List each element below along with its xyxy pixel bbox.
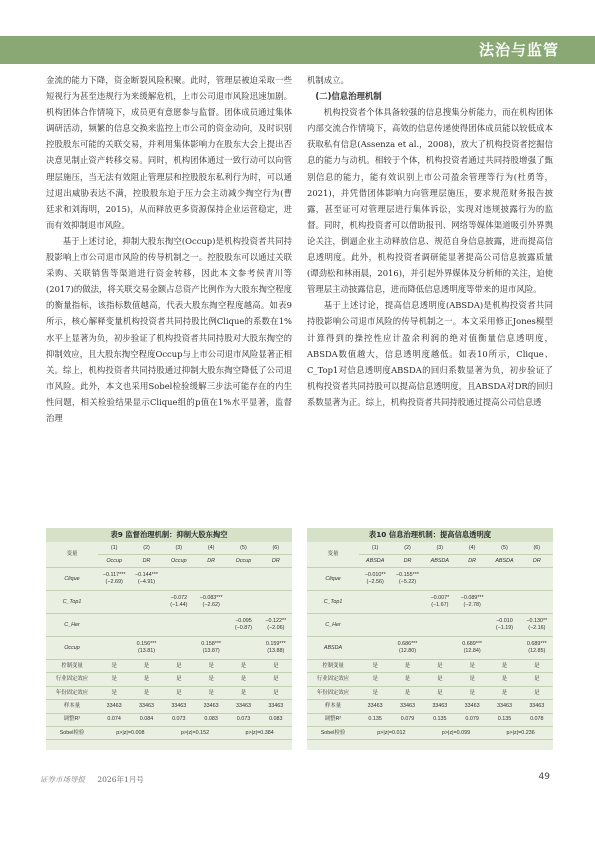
t-statistic-value: (13.88) bbox=[267, 648, 285, 654]
t-statistic-value: (13.81) bbox=[137, 648, 156, 654]
table-row bbox=[307, 673, 553, 686]
column-number-cell: (4) bbox=[195, 542, 227, 555]
row-label-cell: 调整R² bbox=[46, 713, 98, 726]
coefficient-value: −0.089*** bbox=[460, 595, 484, 602]
value-cell: 是 bbox=[195, 660, 227, 673]
value-cell: 33463 bbox=[227, 700, 259, 713]
column-number-cell: (3) bbox=[163, 542, 195, 555]
t-statistic-value: (−5.22) bbox=[398, 579, 417, 585]
table-row bbox=[307, 660, 553, 673]
coefficient-value: 0.156*** bbox=[136, 641, 157, 648]
value-cell: 是 bbox=[424, 660, 456, 673]
t-statistic-value: (−2.78) bbox=[463, 602, 481, 608]
dependent-variable-cell: DR bbox=[130, 555, 162, 568]
column-number-cell: (5) bbox=[488, 542, 520, 555]
value-cell: 是 bbox=[391, 686, 423, 699]
t-statistic-value: (12.84) bbox=[463, 648, 481, 654]
coefficient-cell bbox=[227, 568, 259, 591]
table-row bbox=[46, 700, 292, 713]
dependent-variable-cell: DR bbox=[521, 555, 553, 568]
value-cell: 33463 bbox=[391, 700, 423, 713]
table-row bbox=[46, 673, 292, 686]
t-statistic-value: (−2.56) bbox=[366, 579, 384, 585]
coefficient-cell bbox=[260, 568, 292, 591]
body-paragraph: 金流的能力下降，资金断裂风险积聚。此时，管理层被迫采取一些短视行为甚至违规行为来缓解危机，上市公司退市风险迅速加剧。机构团体合作情境下，成员更有意愿参与监督。团体成员通过集体调研活动，频繁的信息交换来监控上市公司的资金动向，及时识别控股股东可能的关联交易，并利用集体影响力在股东大会上提出否决意见制止资产转移交易。同时，机构团体通过一致行动可以向管理层施压，当无法有效阻止管理层和控股股东私利行为时，可以通过退出威胁表达不满，控股股东迫于压力会主动减少掏空行为(曹廷求和刘海明，2015)，从而释放更多资源保持企业运营稳定，进而有效抑制退市风险。 bbox=[46, 75, 292, 230]
sobel-value-cell: p>|z|=0.099 bbox=[424, 726, 489, 739]
value-cell: 是 bbox=[227, 686, 259, 699]
table-row bbox=[307, 686, 553, 699]
coefficient-cell bbox=[98, 614, 130, 637]
row-label-cell: 年份固定效应 bbox=[307, 686, 359, 699]
t-statistic-value: (−2.16) bbox=[528, 625, 546, 631]
value-cell: 33463 bbox=[98, 700, 130, 713]
row-label-cell: Sobel检验 bbox=[46, 726, 98, 739]
table-row bbox=[46, 591, 292, 614]
value-cell: 0.073 bbox=[227, 713, 259, 726]
value-cell: 是 bbox=[521, 660, 553, 673]
t-statistic-value: (−2.69) bbox=[105, 579, 123, 585]
coefficient-value: −0.007* bbox=[430, 595, 450, 602]
value-cell: 是 bbox=[98, 673, 130, 686]
value-cell: 是 bbox=[488, 660, 520, 673]
coefficient-value: −0.130** bbox=[526, 618, 548, 625]
row-label-cell: 行业固定效应 bbox=[46, 673, 98, 686]
coefficient-cell bbox=[227, 637, 259, 660]
value-cell: 33463 bbox=[424, 700, 456, 713]
sobel-value-cell: p>|z|=0.012 bbox=[359, 726, 424, 739]
column-number-cell: (5) bbox=[227, 542, 259, 555]
coefficient-cell bbox=[163, 637, 195, 660]
value-cell: 33463 bbox=[488, 700, 520, 713]
coefficient-value: −0.155*** bbox=[396, 572, 419, 579]
coefficient-cell bbox=[488, 614, 520, 637]
dependent-variable-cell: DR bbox=[456, 555, 488, 568]
coefficient-cell bbox=[260, 614, 292, 637]
section-heading: (二)信息治理机制 bbox=[315, 91, 382, 102]
row-label-cell: 行业固定效应 bbox=[307, 673, 359, 686]
value-cell: 是 bbox=[260, 660, 292, 673]
value-cell: 是 bbox=[260, 686, 292, 699]
coefficient-cell bbox=[359, 614, 391, 637]
t-statistic-value: (−1.67) bbox=[431, 602, 449, 608]
table-row bbox=[46, 713, 292, 726]
row-label-cell: ABSDA bbox=[307, 637, 359, 660]
value-cell: 是 bbox=[130, 686, 162, 699]
value-cell: 是 bbox=[227, 673, 259, 686]
regression-table bbox=[307, 542, 553, 740]
coefficient-cell bbox=[195, 614, 227, 637]
table-caption: 表9 监督治理机制：抑制大股东掏空 bbox=[46, 528, 292, 542]
issue-label: 2026年1月号 bbox=[97, 775, 144, 784]
row-label-cell: Sobel检验 bbox=[307, 726, 359, 739]
left-text-column bbox=[46, 72, 292, 426]
value-cell: 0.135 bbox=[424, 713, 456, 726]
regression-table bbox=[46, 542, 292, 740]
coefficient-cell bbox=[163, 614, 195, 637]
dependent-variable-cell: ABSDA bbox=[424, 555, 456, 568]
sobel-value-cell: p>|z|=0.152 bbox=[163, 726, 228, 739]
value-cell: 0.079 bbox=[456, 713, 488, 726]
column-number-cell: (6) bbox=[521, 542, 553, 555]
table-row bbox=[46, 637, 292, 660]
row-label-cell: C_Her bbox=[307, 614, 359, 637]
coefficient-value: −0.083*** bbox=[199, 595, 223, 602]
coefficient-cell bbox=[163, 568, 195, 591]
coefficient-cell bbox=[488, 568, 520, 591]
coefficient-cell bbox=[163, 591, 195, 614]
coefficient-cell bbox=[227, 614, 259, 637]
table-row bbox=[46, 660, 292, 673]
coefficient-cell bbox=[488, 591, 520, 614]
coefficient-cell bbox=[456, 568, 488, 591]
value-cell: 是 bbox=[456, 660, 488, 673]
value-cell: 是 bbox=[424, 673, 456, 686]
value-cell: 是 bbox=[521, 673, 553, 686]
value-cell: 是 bbox=[359, 673, 391, 686]
value-cell: 是 bbox=[227, 660, 259, 673]
row-label-cell: C_Top1 bbox=[46, 591, 98, 614]
section-title: 法治与监管 bbox=[478, 41, 559, 59]
coefficient-cell bbox=[521, 637, 553, 660]
value-cell: 0.074 bbox=[98, 713, 130, 726]
coefficient-cell bbox=[130, 637, 162, 660]
coefficient-cell bbox=[521, 568, 553, 591]
t-statistic-value: (12.80) bbox=[398, 648, 417, 654]
table-row bbox=[307, 614, 553, 637]
dependent-variable-cell: DR bbox=[391, 555, 423, 568]
coefficient-value: −0.010** bbox=[364, 572, 386, 579]
column-number-cell: (2) bbox=[391, 542, 423, 555]
value-cell: 33463 bbox=[130, 700, 162, 713]
coefficient-cell bbox=[391, 637, 423, 660]
dependent-variable-cell: Occup bbox=[163, 555, 195, 568]
column-number-cell: (4) bbox=[456, 542, 488, 555]
row-label-cell: Clique bbox=[307, 568, 359, 591]
coefficient-value: −0.144*** bbox=[135, 572, 158, 579]
coefficient-value: −0.122** bbox=[265, 618, 287, 625]
row-label-cell: 控制变量 bbox=[46, 660, 98, 673]
coefficient-cell bbox=[424, 637, 456, 660]
coefficient-cell bbox=[130, 614, 162, 637]
table-row bbox=[46, 614, 292, 637]
section-header-band bbox=[0, 36, 595, 64]
body-paragraph: 基于上述讨论，提高信息透明度(ABSDA)是机构投资者共同持股影响公司退市风险的传导机制之一。本文采用修正Jones模型计算得到的操控性应计盈余利润的绝对值衡量信息透明度，ABSDA数值越大，信息透明度越低。如表10所示，Clique、C_Top1对信息透明度ABSDA的回归系数显著为负，初步验证了机构投资者共同持股可以提高信息透明度，且ABSDA对DR的回归系数显著为正。综上，机构投资者共同持股通过提高公司信息透 bbox=[307, 300, 553, 407]
row-label-cell: 年份固定效应 bbox=[46, 686, 98, 699]
value-cell: 33463 bbox=[260, 700, 292, 713]
row-label-cell: 控制变量 bbox=[307, 660, 359, 673]
column-number-cell: (1) bbox=[98, 542, 130, 555]
coefficient-cell bbox=[456, 591, 488, 614]
coefficient-value: 0.159*** bbox=[265, 641, 286, 648]
coefficient-cell bbox=[260, 591, 292, 614]
value-cell: 33463 bbox=[521, 700, 553, 713]
coefficient-value: −0.010 bbox=[496, 618, 513, 625]
coefficient-cell bbox=[195, 568, 227, 591]
table-row bbox=[307, 591, 553, 614]
table-row bbox=[307, 637, 553, 660]
value-cell: 是 bbox=[163, 660, 195, 673]
dependent-variable-cell: DR bbox=[260, 555, 292, 568]
row-label-cell: Clique bbox=[46, 568, 98, 591]
body-paragraph: 机制成立。 bbox=[307, 75, 349, 85]
value-cell: 0.135 bbox=[359, 713, 391, 726]
sobel-value-cell: p>|z|=0.384 bbox=[227, 726, 292, 739]
value-cell: 是 bbox=[163, 686, 195, 699]
table-caption: 表10 信息治理机制：提高信息透明度 bbox=[307, 528, 553, 542]
value-cell: 0.078 bbox=[521, 713, 553, 726]
coefficient-value: 0.689*** bbox=[526, 641, 547, 648]
value-cell: 是 bbox=[98, 686, 130, 699]
coefficient-cell bbox=[456, 614, 488, 637]
coefficient-cell bbox=[130, 591, 162, 614]
coefficient-cell bbox=[359, 568, 391, 591]
value-cell: 是 bbox=[488, 673, 520, 686]
row-label-cell: 样本量 bbox=[46, 700, 98, 713]
value-cell: 0.083 bbox=[195, 713, 227, 726]
value-cell: 是 bbox=[130, 673, 162, 686]
row-label-cell: C_Her bbox=[46, 614, 98, 637]
coefficient-cell bbox=[521, 614, 553, 637]
row-label-cell: C_Top1 bbox=[307, 591, 359, 614]
table-header-row bbox=[46, 542, 292, 555]
row-label-cell: Occup bbox=[46, 637, 98, 660]
value-cell: 是 bbox=[359, 686, 391, 699]
value-cell: 是 bbox=[195, 686, 227, 699]
value-cell: 是 bbox=[424, 686, 456, 699]
table-row bbox=[46, 686, 292, 699]
value-cell: 是 bbox=[521, 686, 553, 699]
value-cell: 0.073 bbox=[163, 713, 195, 726]
body-paragraph: 基于上述讨论，抑制大股东掏空(Occup)是机构投资者共同持股影响上市公司退市风险的传导机制之一。控股股东可以通过关联采购、关联销售等渠道进行资金转移，因此本文参考侯青川等(2017)的做法，将关联交易金额占总资产比例作为大股东掏空程度的衡量指标，该指标数值越高，代表大股东掏空程度越高。如表9所示，核心解释变量机构投资者共同持股比例Clique的系数在1%水平上显著为负，初步验证了机构投资者共同持股对大股东掏空的抑制效应，且大股东掏空程度Occup与上市公司退市风险显著正相关。综上，机构投资者共同持股通过抑制大股东掏空降低了公司退市风险。此外，本文也采用Sobel检验缓解三步法可能存在的内生性问题，相关检验结果显示Clique组的p值在1%水平显著，监督治理 bbox=[46, 235, 292, 423]
coefficient-cell bbox=[98, 568, 130, 591]
sobel-value-cell: p>|z|=0.008 bbox=[98, 726, 163, 739]
coefficient-value: 0.158*** bbox=[201, 641, 222, 648]
dependent-variable-cell: ABSDA bbox=[488, 555, 520, 568]
coefficient-cell bbox=[391, 591, 423, 614]
value-cell: 是 bbox=[163, 673, 195, 686]
footer-journal-info bbox=[40, 774, 144, 785]
table-row bbox=[46, 568, 292, 591]
coefficient-value: −0.095 bbox=[235, 618, 252, 625]
value-cell: 0.135 bbox=[488, 713, 520, 726]
value-cell: 是 bbox=[359, 660, 391, 673]
column-number-cell: (1) bbox=[359, 542, 391, 555]
value-cell: 33463 bbox=[163, 700, 195, 713]
t-statistic-value: (−0.87) bbox=[234, 625, 253, 631]
journal-name: 证券市场导报 bbox=[40, 775, 85, 784]
value-cell: 33463 bbox=[195, 700, 227, 713]
value-cell: 是 bbox=[130, 660, 162, 673]
value-cell: 是 bbox=[391, 660, 423, 673]
coefficient-value: 0.686*** bbox=[397, 641, 418, 648]
value-cell: 是 bbox=[195, 673, 227, 686]
page-number: 49 bbox=[538, 772, 550, 782]
coefficient-cell bbox=[98, 591, 130, 614]
table-row bbox=[307, 568, 553, 591]
table-row bbox=[46, 726, 292, 739]
value-cell: 33463 bbox=[456, 700, 488, 713]
coefficient-cell bbox=[424, 591, 456, 614]
t-statistic-value: (−4.91) bbox=[137, 579, 156, 585]
coefficient-cell bbox=[227, 591, 259, 614]
coefficient-cell bbox=[359, 591, 391, 614]
dependent-variable-cell: DR bbox=[195, 555, 227, 568]
variable-header-cell: 变量 bbox=[46, 542, 98, 568]
coefficient-cell bbox=[98, 637, 130, 660]
variable-header-cell: 变量 bbox=[307, 542, 359, 568]
t-statistic-value: (−2.06) bbox=[267, 625, 285, 631]
coefficient-cell bbox=[130, 568, 162, 591]
value-cell: 是 bbox=[456, 686, 488, 699]
value-cell: 0.083 bbox=[260, 713, 292, 726]
value-cell: 是 bbox=[98, 660, 130, 673]
coefficient-cell bbox=[359, 637, 391, 660]
dependent-variable-cell: Occup bbox=[98, 555, 130, 568]
value-cell: 是 bbox=[260, 673, 292, 686]
right-text-column bbox=[307, 72, 553, 410]
row-label-cell: 样本量 bbox=[307, 700, 359, 713]
table-header-row bbox=[307, 542, 553, 555]
sobel-value-cell: p>|z|=0.236 bbox=[488, 726, 553, 739]
value-cell: 0.079 bbox=[391, 713, 423, 726]
coefficient-value: 0.689*** bbox=[462, 641, 483, 648]
t-statistic-value: (−1.19) bbox=[495, 625, 514, 631]
coefficient-cell bbox=[521, 591, 553, 614]
value-cell: 是 bbox=[488, 686, 520, 699]
value-cell: 33463 bbox=[359, 700, 391, 713]
column-number-cell: (6) bbox=[260, 542, 292, 555]
coefficient-cell bbox=[260, 637, 292, 660]
value-cell: 0.084 bbox=[130, 713, 162, 726]
row-label-cell: 调整R² bbox=[307, 713, 359, 726]
table-row bbox=[307, 700, 553, 713]
t-statistic-value: (−2.62) bbox=[202, 602, 220, 608]
value-cell: 是 bbox=[391, 673, 423, 686]
dependent-variable-cell: Occup bbox=[227, 555, 259, 568]
coefficient-value: −0.072 bbox=[170, 595, 188, 602]
coefficient-cell bbox=[195, 637, 227, 660]
table-9 bbox=[46, 528, 292, 750]
coefficient-cell bbox=[424, 614, 456, 637]
body-paragraph: 机构投资者个体具备较强的信息搜集分析能力，而在机构团体内部交流合作情境下，高效的信息传递使得团体成员能以较低成本获取私有信息(Assenza et al.，2008)，放大了机构投资者挖掘信息的能力与动机。相较于个体，机构投资者通过共同持股增强了甄别信息的能力，能有效识别上市公司盈余管理等行为(杜勇等，2021)，并凭借团体影响力向管理层施压，要求规范财务报告披露，甚至证可对管理层进行集体诉讼，实现对违规披露行为的监督。同时，机构投资者可以借助报刊、网络等媒体渠道吸引外界舆论关注，倒逼企业主动释放信息、规范自身信息披露，进而提高信息透明度。此外，机构投资者调研能显著提高公司信息披露质量(谭劲松和林雨晨，2016)，并引起外界媒体及分析师的关注，迫使管理层主动披露信息，进而降低信息透明度等带来的退市风险。 bbox=[307, 107, 553, 295]
coefficient-cell bbox=[456, 637, 488, 660]
value-cell: 是 bbox=[456, 673, 488, 686]
coefficient-cell bbox=[195, 591, 227, 614]
t-statistic-value: (13.87) bbox=[202, 648, 220, 654]
coefficient-cell bbox=[488, 637, 520, 660]
coefficient-cell bbox=[424, 568, 456, 591]
table-10 bbox=[307, 528, 553, 750]
table-row bbox=[307, 713, 553, 726]
coefficient-value: −0.117*** bbox=[102, 572, 126, 579]
dependent-variable-cell: ABSDA bbox=[359, 555, 391, 568]
coefficient-cell bbox=[391, 568, 423, 591]
t-statistic-value: (−1.44) bbox=[170, 602, 188, 608]
table-row bbox=[307, 726, 553, 739]
t-statistic-value: (12.85) bbox=[528, 648, 546, 654]
column-number-cell: (2) bbox=[130, 542, 162, 555]
coefficient-cell bbox=[391, 614, 423, 637]
column-number-cell: (3) bbox=[424, 542, 456, 555]
